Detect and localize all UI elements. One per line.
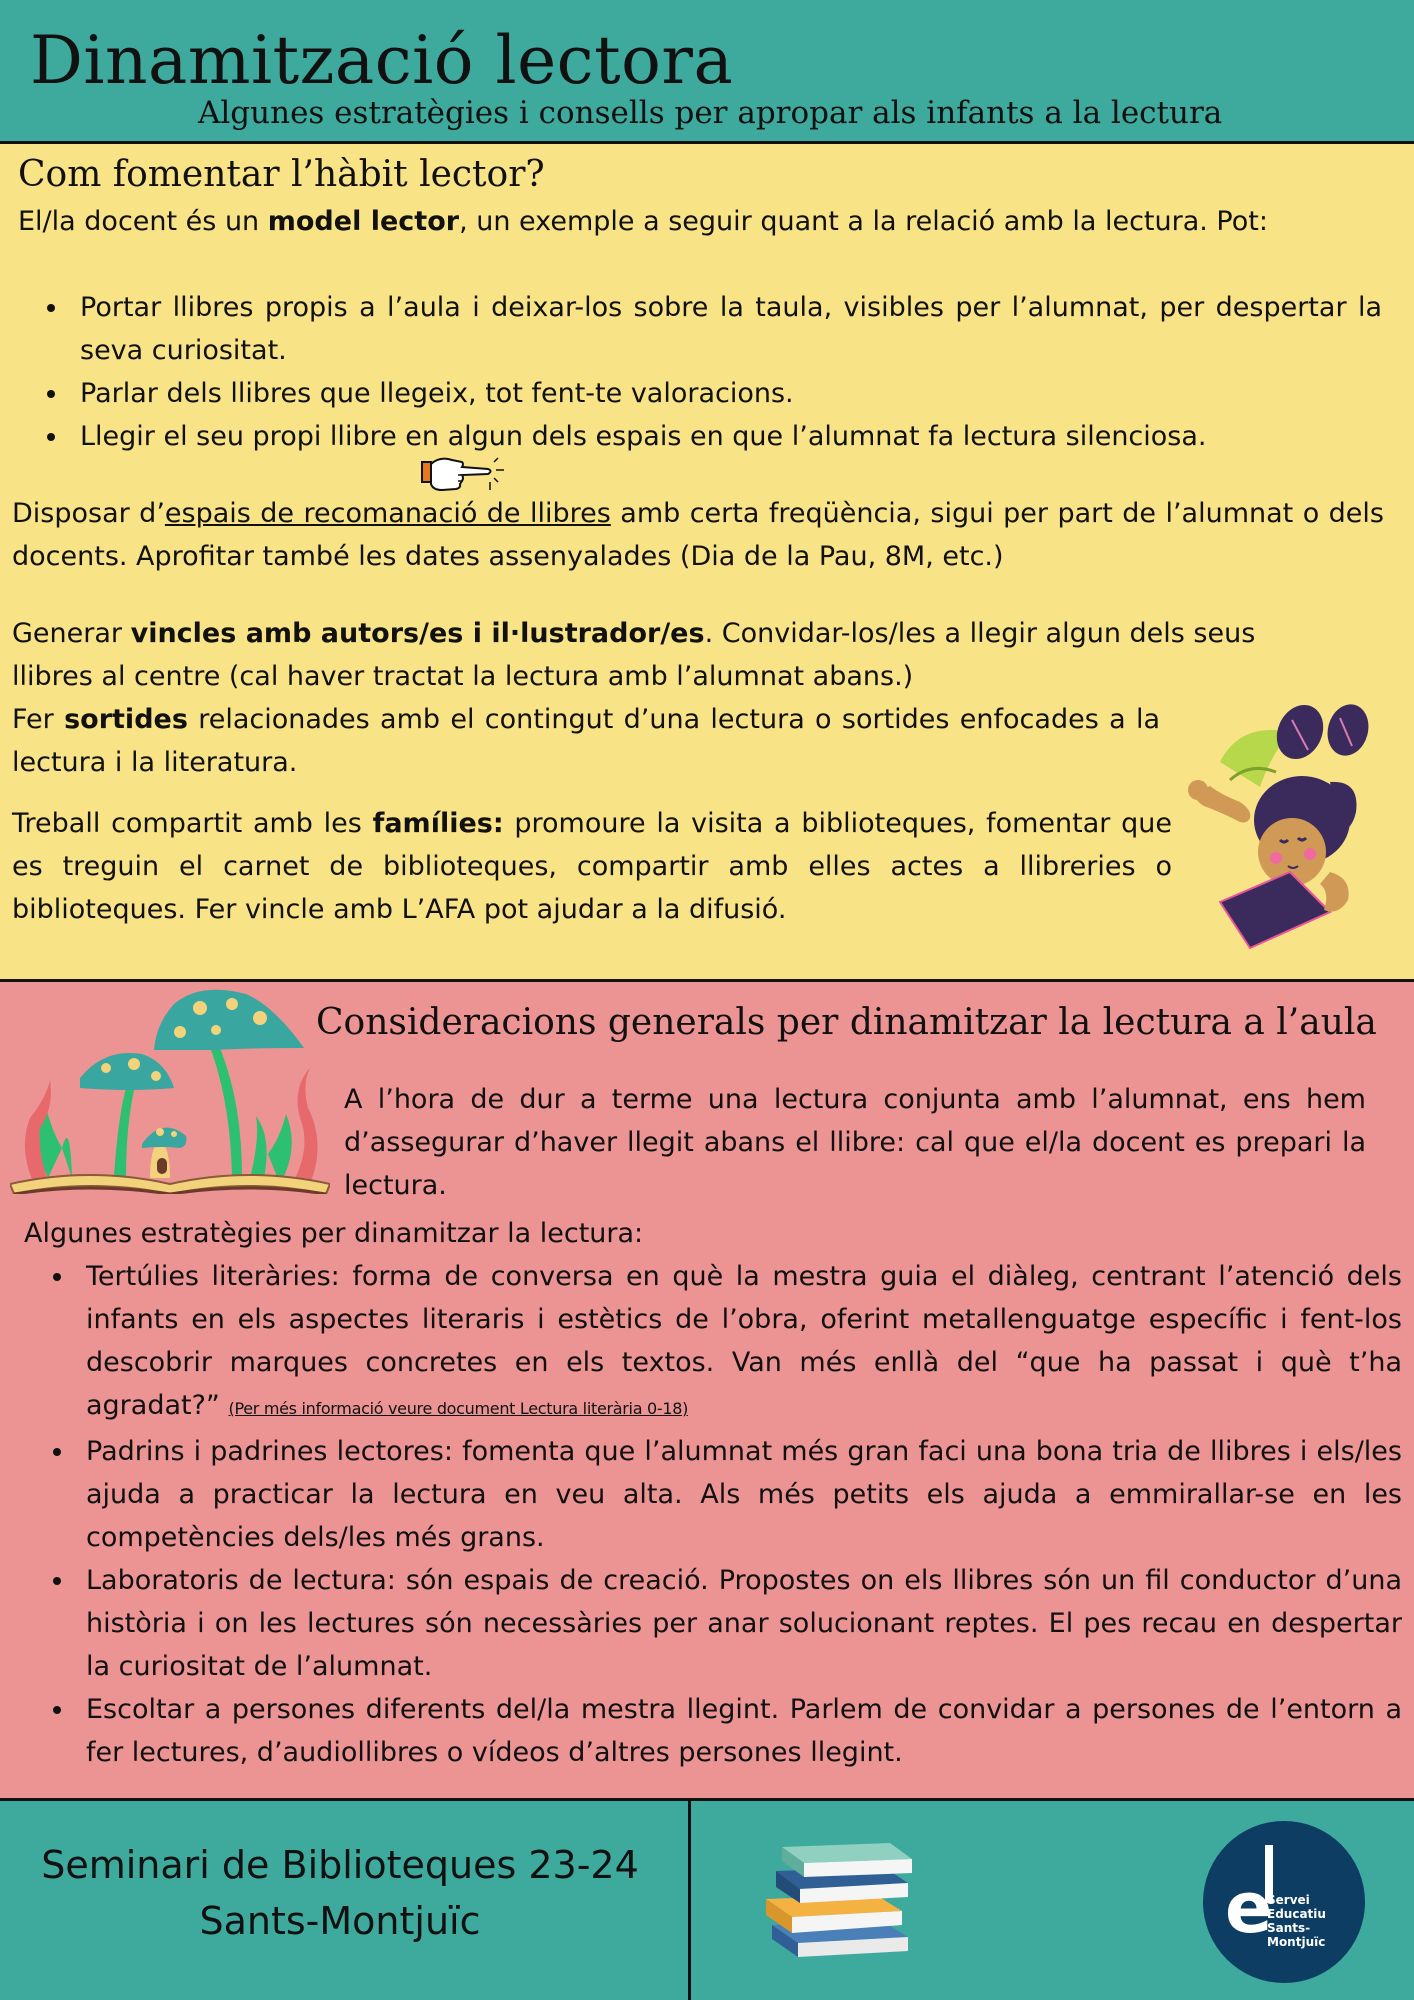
habit-lector-section <box>0 144 1414 982</box>
girl-reading-illustration <box>1180 702 1380 952</box>
list-item: • Portar llibres propis a l’aula i deixar-los sobre la taula, visibles per l’alumnat, per despertar la seva curiositat. <box>70 286 1382 372</box>
logo-letter: e <box>1225 1867 1273 1949</box>
consideracions-section <box>0 982 1414 1801</box>
books-stack-icon <box>762 1841 912 1959</box>
list-item: • Parlar dels llibres que llegeix, tot fent-te valoracions. <box>70 372 1382 415</box>
page-title: Dinamització lectora <box>30 22 734 99</box>
document-link[interactable]: (Per més informació veure document Lectura literària 0-18) <box>228 1399 689 1418</box>
vincles-paragraph <box>12 612 1302 698</box>
tertulies-text: Tertúlies literàries: forma de conversa en què la mestra guia el diàleg, centrant l’atenció dels infants en els aspectes literaris i estètics de l’obra, oferint metallenguatge específic i fent-los descobrir marques concretes en els textos. Van més enllà del “que ha passat i què t’ha agradat?” <box>86 1261 1402 1421</box>
section2-intro: A l’hora de dur a terme una lectura conjunta amb l’alumnat, ens hem d’assegurar d’haver llegit abans el llibre: cal que el/la docent es prepari la lectura. <box>344 1084 1366 1201</box>
page-footer <box>0 1801 1414 2000</box>
servei-educatiu-logo <box>1203 1821 1365 1983</box>
espais-text: Disposar d’ <box>12 498 165 529</box>
page-subtitle: Algunes estratègies i consells per apropar als infants a la lectura <box>198 95 1223 131</box>
list-item: • Padrins i padrines lectores: fomenta que l’alumnat més gran faci una bona tria de llibres i els/les ajuda a practicar la lectura en veu alta. Als més petits els ajuda a emmirallar-se en les competències dels/les més grans. <box>76 1430 1402 1559</box>
espais-text-end: amb certa freqüència, sigui per part de l’alumnat o dels docents. Aprofitar també les dates assenyalades (Dia de la Pau, 8M, etc.) <box>12 498 1384 572</box>
intro-text: El/la docent és un <box>18 206 268 237</box>
pointing-hand-icon <box>418 450 510 496</box>
footer-seminar: Seminari de Biblioteques 23-24 <box>41 1843 639 1887</box>
footer-district: Sants-Montjuïc <box>199 1899 481 1943</box>
footer-divider <box>688 1801 691 2000</box>
sortides-text: Fer <box>12 704 65 735</box>
strategies-label: Algunes estratègies per dinamitzar la lectura: <box>24 1218 644 1249</box>
sortides-paragraph <box>12 698 1160 784</box>
intro-text-end: , un exemple a seguir quant a la relació amb la lectura. Pot: <box>459 206 1268 237</box>
families-paragraph <box>12 802 1172 931</box>
logo-text-line2: Sants-Montjuïc <box>1267 1921 1326 1949</box>
espais-link[interactable]: espais de recomanació de llibres <box>164 498 611 529</box>
page-header <box>0 0 1414 144</box>
intro-bold: model lector <box>267 206 460 237</box>
families-bold: famílies: <box>372 808 504 839</box>
logo-text <box>1267 1893 1365 1949</box>
strategies-list <box>24 1255 1402 1774</box>
vincles-text: Generar <box>12 618 131 649</box>
families-text-end: promoure la visita a biblioteques, fomentar que es treguin el carnet de biblioteques, compartir amb elles actes a llibreries o biblioteques. Fer vincle amb L’AFA pot ajudar a la difusió. <box>12 808 1172 925</box>
list-item: • Escoltar a persones diferents del/la mestra llegint. Parlem de convidar a persones de l’entorn a fer lectures, d’audiollibres o vídeos d’altres persones llegint. <box>76 1688 1402 1774</box>
model-lector-paragraph <box>18 200 1372 243</box>
list-item: • Laboratoris de lectura: són espais de creació. Propostes on els llibres són un fil conductor d’una història i on les lectures són necessàries per anar solucionant reptes. El pes recau en despertar la curiositat de l’alumnat. <box>76 1559 1402 1688</box>
vincles-text-end: . Convidar-los/les a llegir algun dels seus llibres al centre (cal haver tractat la lectura amb l’alumnat abans.) <box>12 618 1256 692</box>
section2-heading: Consideracions generals per dinamitzar la lectura a l’aula <box>316 1002 1377 1043</box>
espais-paragraph <box>12 492 1384 578</box>
list-item: • Llegir el seu propi llibre en algun dels espais en que l’alumnat fa lectura silenciosa. <box>70 415 1382 458</box>
list-item <box>76 1255 1402 1430</box>
mushroom-book-illustration <box>10 988 330 1194</box>
logo-text-line1: Servei Educatiu <box>1267 1893 1326 1921</box>
section1-heading: Com fomentar l’hàbit lector? <box>18 154 545 195</box>
model-lector-list <box>18 286 1382 458</box>
families-text: Treball compartit amb les <box>12 808 373 839</box>
vincles-bold: vincles amb autors/es i il·lustrador/es <box>130 618 705 649</box>
sortides-text-end: relacionades amb el contingut d’una lectura o sortides enfocades a la lectura i la literatura. <box>12 704 1160 778</box>
sortides-bold: sortides <box>64 704 188 735</box>
